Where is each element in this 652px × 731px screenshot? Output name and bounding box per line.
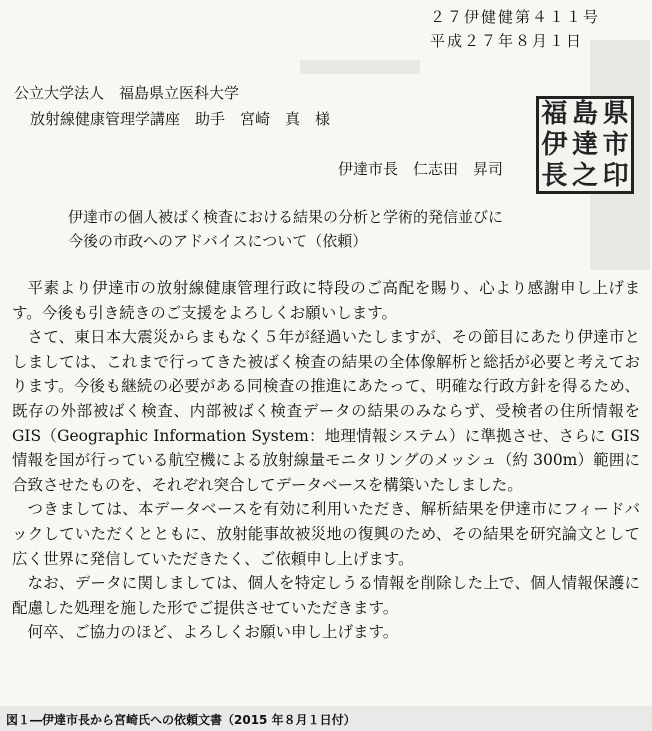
letter-body [12,276,640,645]
seal-char: 印 [602,160,629,191]
seal-char: 市 [602,129,629,160]
recipient-organization: 公立大学法人 福島県立医科大学 [14,84,240,102]
seal-char: 島 [571,99,598,130]
official-seal [536,96,634,194]
body-paragraph: なお、データに関しましては、個人を特定しうる情報を削除した上で、個人情報保護に配慮した処理を施した形でご提供させていただきます。 [12,574,640,617]
recipient-person: 放射線健康管理学講座 助手 宮崎 真 様 [30,110,331,128]
seal-char: 県 [602,99,629,130]
seal-char: 達 [571,129,598,160]
figure-caption: 図１―伊達市長から宮崎氏への依頼文書（2015 年８月１日付） [6,713,356,727]
seal-char: 長 [541,160,568,191]
body-paragraph: さて、東日本大震災からまもなく５年が経過いたしますが、その節目にあたり伊達市としましては、これまで行ってきた被ばく検査の結果の全体像解析と総括が必要と考えております。今後も継続の必要がある同検査の推進にあたって、明確な行政方針を得るため、既存の外部被ばく検査、内部被ばく検査データの結果のみならず、受検者の住所情報を GIS（Geographic Information System：地理情報システム）に準拠させ、さらに GIS 情報を国が行っている航空機による放射線量モニタリングのメッシュ（約 300m）範囲に合致させたものを、それぞれ突合してデータベースを構築いたしました。 [12,328,640,494]
seal-char: 之 [571,160,598,191]
document-number: ２７伊健健第４１１号 [430,8,601,26]
seal-char: 福 [541,99,568,130]
body-paragraph: 何卒、ご協力のほど、よろしくお願い申し上げます。 [27,623,399,642]
subject-line-2: 今後の市政へのアドバイスについて（依頼） [68,232,368,250]
document-date: 平成２７年８月１日 [430,32,584,50]
subject-line-1: 伊達市の個人被ばく検査における結果の分析と学術的発信並びに [68,208,504,226]
body-paragraph: 平素より伊達市の放射線健康管理行政に特段のご高配を賜り、心より感謝申し上げます。今後も引き続きのご支援をよろしくお願いします。 [12,279,640,322]
sender: 伊達市長 仁志田 昇司 [338,160,504,178]
body-paragraph: つきましては、本データベースを有効に利用いただき、解析結果を伊達市にフィードバックしていただくとともに、放射能事故被災地の復興のため、その結果を研究論文として広く世界に発信していただきたく、ご依頼申し上げます。 [12,500,640,568]
seal-char: 伊 [541,129,568,160]
